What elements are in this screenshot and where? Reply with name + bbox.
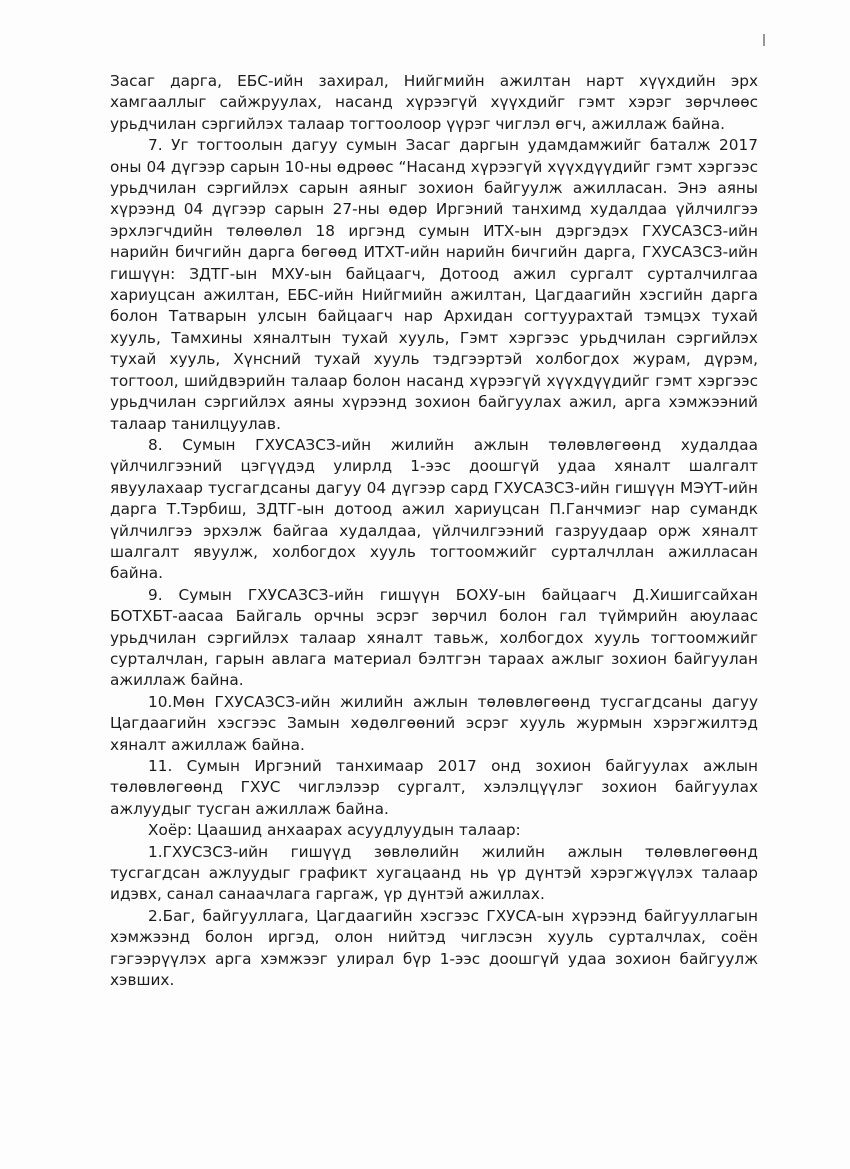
paragraph-item-9: 9. Сумын ГХУСАЗСЗ-ийн гишүүн БОХУ-ын байцаагч Д.Хишигсайхан БОТХБТ-аасаа Байгаль орчны эсрэг зөрчил болон гал түймрийн аюулаас урьдчилан сэргийлэх талаар хяналт тавьж, холбогдох хууль тогтоомжийг сурталчлан, гарын авлага материал бэлтгэн тараах ажлыг зохион байгуулан ажиллаж байна. <box>110 585 758 690</box>
paragraph-future-1: 1.ГХУСЗСЗ-ийн гишүүд зөвлөлийн жилийн ажлын төлөвлөгөөнд тусгагдсан ажлуудыг графикт хугацаанд нь үр дүнтэй хэрэгжүүлэх талаар идэвх, санал санаачлага гаргаж, үр дүнтэй ажиллах. <box>110 842 758 904</box>
paragraph-item-10: 10.Мөн ГХУСАЗСЗ-ийн жилийн ажлын төлөвлөгөөнд тусгагдсаны дагуу Цагдаагийн хэсгээс Замын хөдөлгөөний эсрэг хууль журмын хэрэгжилтэд хяналт ажиллаж байна. <box>110 692 758 754</box>
scan-mark <box>763 34 765 46</box>
paragraph-item-11: 11. Сумын Иргэний танхимаар 2017 онд зохион байгуулах ажлын төлөвлөгөөнд ГХУС чиглэлээр сургалт, хэлэлцүүлэг зохион байгуулах ажлуудыг тусган ажиллаж байна. <box>110 757 758 818</box>
document-body <box>110 71 758 991</box>
paragraph-item-8: 8. Сумын ГХУСАЗСЗ-ийн жилийн ажлын төлөвлөгөөнд худалдаа үйлчилгээний цэгүүдэд улирлд 1-ээс доошгүй удаа хяналт шалгалт явуулахаар тусгагдсаны дагуу 04 дүгээр сард ГХУСАЗСЗ-ийн гишүүн МЭҮТ-ийн дарга Т.Тэрбиш, ЗДТГ-ын дотоод ажил хариуцсан П.Ганчмиэг нар сумандк үйлчилгээ эрхэлж байгаа худалдаа, үйлчилгээний газруудаар орж хяналт шалгалт явуулж, холбогдох хууль тогтоомжийг сурталчллан ажилласан байна. <box>110 435 758 583</box>
paragraph-continuation: Засаг дарга, ЕБС-ийн захирал, Нийгмийн ажилтан нарт хүүхдийн эрх хамгааллыг сайжруулах, насанд хүрээгүй хүүхдийг гэмт хэрэг зөрчлөөс урьдчилан сэргийлэх талаар тогтоолоор үүрэг чиглэл өгч, ажиллаж байна. <box>110 72 758 133</box>
section-heading-two: Хоёр: Цаашид анхаарах асуудлуудын талаар: <box>148 821 521 840</box>
paragraph-item-7: 7. Уг тогтоолын дагуу сумын Засаг даргын удамдамжийг баталж 2017 оны 04 дүгээр сарын 10-ны өдрөөс “Насанд хүрээгүй хүүхдүүдийг гэмт хэргээс урьдчилан сэргийлэх сарын аяныг зохион байгуулж ажилласан. Энэ аяны хүрээнд 04 дүгээр сарын 27-ны өдөр Иргэний танхимд худалдаа үйлчилгээ эрхлэгчдийн төлөөлөл 18 иргэнд сумын ИТХ-ын дэргэдэх ГХУСАЗСЗ-ийн нарийн бичгийн дарга бөгөөд ИТХТ-ийн нарийн бичгийн дарга, ГХУСАЗСЗ-ийн гишүүн: ЗДТГ-ын МХУ-ын байцаагч, Дотоод ажил сургалт сурталчилгаа хариуцсан ажилтан, ЕБС-ийн Нийгмийн ажилтан, Цагдаагийн хэсгийн дарга болон Татварын улсын байцаагч нар Архидан согтуурахтай тэмцэх тухай хууль, Тамхины хяналтын тухай хууль, Гэмт хэргээс урьдчилан сэргийлэх тухай хууль, Хүнсний тухай хууль тэдгээртэй холбогдох журам, дүрэм, тогтоол, шийдвэрийн талаар болон насанд хүрээгүй хүүхдүүдийг гэмт хэргээс урьдчилан сэргийлэх аяны хүрээнд зохион байгуулах ажил, арга хэмжээний талаар танилцуулав. <box>110 136 758 433</box>
paragraph-future-2: 2.Баг, байгууллага, Цагдаагийн хэсгээс ГХУСА-ын хүрээнд байгууллагын хэмжээнд болон иргэд, олон нийтэд чиглэсэн хууль сурталчлах, соён гэгээрүүлэх арга хэмжээг улирал бүр 1-ээс доошгүй удаа зохион байгуулж хэвших. <box>110 906 758 990</box>
